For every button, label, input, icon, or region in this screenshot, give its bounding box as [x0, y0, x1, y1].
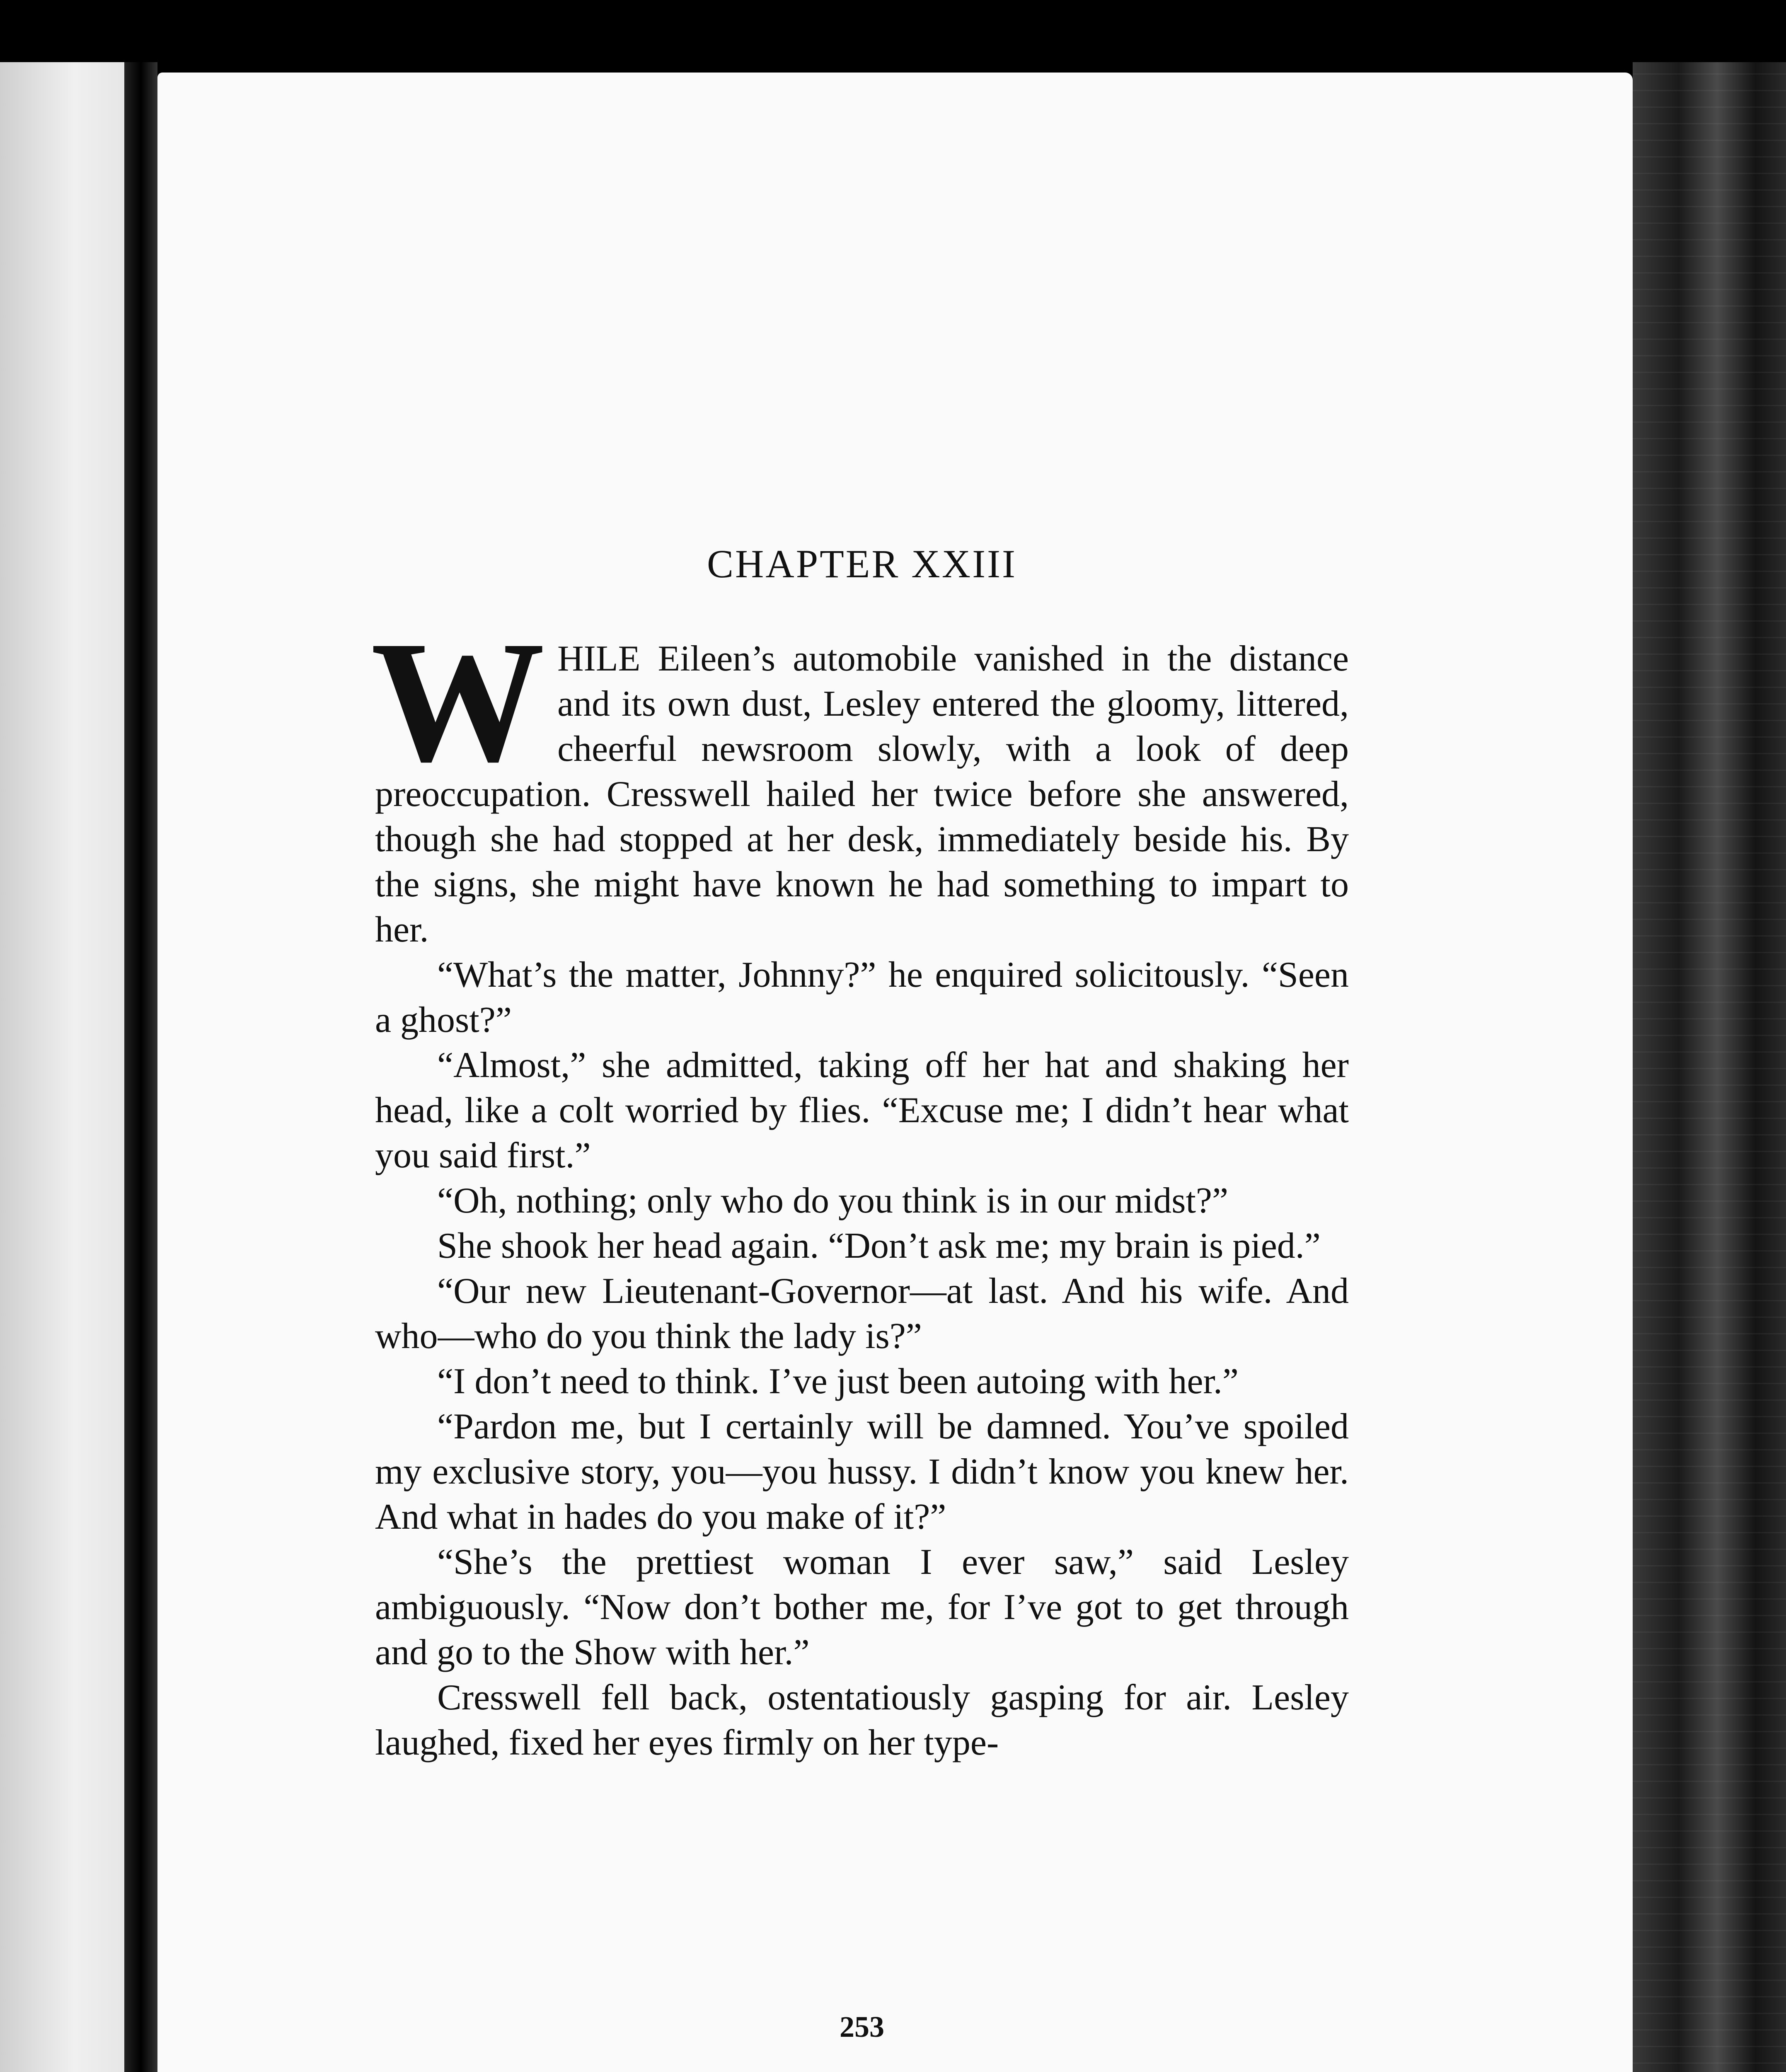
- paragraph: “Oh, nothing; only who do you think is in our midst?”: [437, 1181, 1229, 1221]
- paragraph: “Almost,” she admitted, taking off her hat and shaking her head, like a colt worried by flies. “Excuse me; I didn’t hear what you said first.”: [375, 1045, 1349, 1176]
- paragraph-text: HILE Eileen’s automobile vanished in the distance and its own dust, Lesley entered the gloomy, littered, cheerful newsroom slowly, with a look of deep preoccupation. Cresswell hailed her twice before she answered, though she had stopped at her desk, immediately beside his. By the signs, she might have known he had something to impart to her.: [375, 639, 1349, 950]
- paragraph: “Our new Lieutenant-Governor—at last. And his wife. And who—who do you think the lady is?”: [375, 1271, 1349, 1356]
- paragraph: Cresswell fell back, ostentatiously gasping for air. Lesley laughed, fixed her eyes firmly on her type-: [375, 1677, 1349, 1763]
- paragraph: She shook her head again. “Don’t ask me; my brain is pied.”: [437, 1226, 1321, 1266]
- paragraph: “What’s the matter, Johnny?” he enquired solicitously. “Seen a ghost?”: [375, 955, 1349, 1040]
- paragraph: “Pardon me, but I certainly will be damned. You’ve spoiled my exclusive story, you—you hussy. I didn’t know you knew her. And what in hades do you make of it?”: [375, 1406, 1349, 1537]
- book-gutter: [124, 62, 157, 2072]
- paragraph: “I don’t need to think. I’ve just been autoing with her.”: [437, 1361, 1239, 1402]
- paragraph: “She’s the prettiest woman I ever saw,” said Lesley ambiguously. “Now don’t bother me, for I’ve got to get through and go to the Show with her.”: [375, 1542, 1349, 1673]
- drop-cap: W: [371, 605, 545, 798]
- opening-paragraph: [371, 605, 1349, 952]
- chapter-heading: CHAPTER XXIII: [707, 542, 1017, 586]
- chapter-body: [371, 605, 1349, 1765]
- facing-page-edge: [0, 62, 124, 2072]
- page-number: 253: [840, 2010, 884, 2043]
- page-edge-shadow: [1633, 62, 1786, 2072]
